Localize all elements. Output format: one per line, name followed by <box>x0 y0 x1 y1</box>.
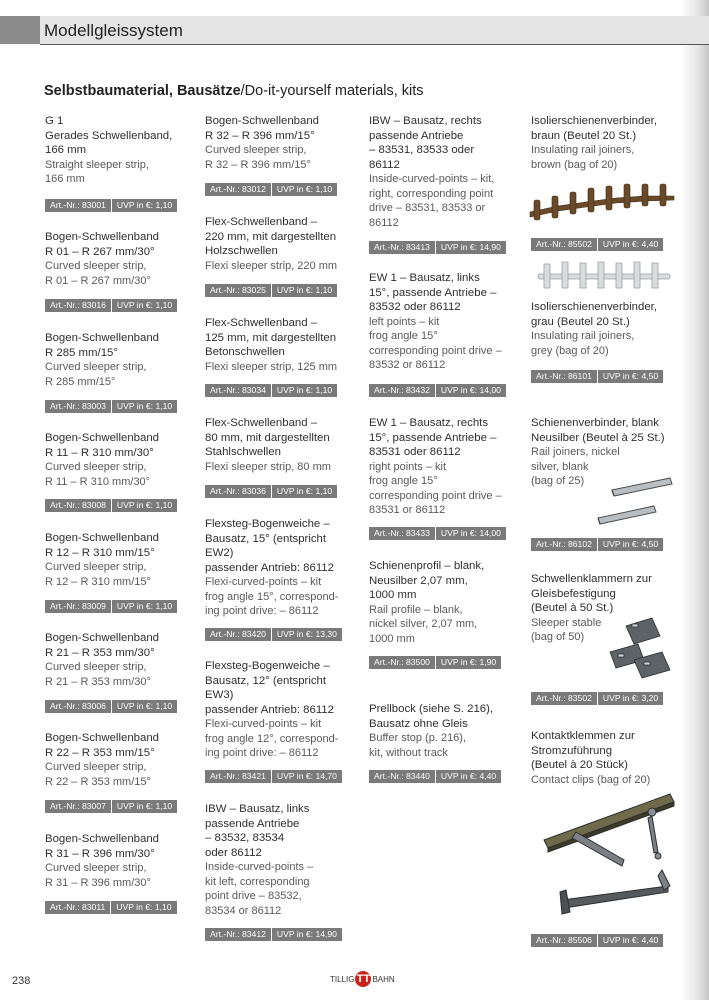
price-tag <box>205 628 343 641</box>
product-title-en: Inside-curved-points – kit, right, corresponding point drive – 83531, 83533 or 86112 <box>369 173 495 229</box>
price-value: 1,10 <box>155 300 173 310</box>
price-tag <box>205 485 338 498</box>
product-title-en: Curved sleeper strip, R 12 – R 310 mm/15° <box>45 561 151 588</box>
product-title-de: Bogen-Schwellenband R 01 – R 267 mm/30° <box>45 231 159 258</box>
article-value: 83012 <box>242 184 266 194</box>
price-value: 3,20 <box>641 693 659 703</box>
price <box>598 692 663 705</box>
price-value: 14,90 <box>315 929 337 939</box>
product-title-de: IBW – Bausatz, rechts passende Antriebe – 83531, 83533 oder 86112 <box>369 115 482 171</box>
price <box>272 485 337 498</box>
price-value: 4,50 <box>641 539 659 549</box>
price-prefix: UVP in €: <box>440 528 478 538</box>
article-prefix: Art.-Nr.: <box>50 801 80 811</box>
product-title-en: Contact clips (bag of 20) <box>531 773 651 786</box>
article-value: 83440 <box>406 771 430 781</box>
price-tag <box>45 199 178 212</box>
product-title-de: Bogen-Schwellenband R 31 – R 396 mm/30° <box>45 833 159 860</box>
article-prefix: Art.-Nr.: <box>50 500 80 510</box>
product-title-en: right points – kit frog angle 15° corresponding point drive – 83531 or 86112 <box>369 460 502 516</box>
product-title-en: Curved sleeper strip, R 285 mm/15° <box>45 361 147 388</box>
price-value: 14,00 <box>479 385 501 395</box>
product-title-en: Flexi-curved-points – kit frog angle 15°, correspond- ing point drive: – 86112 <box>205 576 339 617</box>
price-value: 14,00 <box>479 528 501 538</box>
page-edge-shadow <box>681 0 709 1000</box>
brown-rail-joiners-image <box>528 178 676 226</box>
product-title-de: Isolierschienenverbinder, braun (Beutel 20 St.) <box>531 115 658 142</box>
price-tag <box>531 238 664 251</box>
price-prefix: UVP in €: <box>116 801 154 811</box>
price-prefix: UVP in €: <box>116 902 153 912</box>
product-item <box>45 431 159 489</box>
product-item <box>531 729 650 787</box>
price-value: 1,10 <box>155 601 173 611</box>
article-number <box>205 928 271 941</box>
price-prefix: UVP in €: <box>276 385 314 395</box>
product-item <box>205 215 337 273</box>
grey-rail-joiners-image <box>536 260 672 290</box>
price-tag <box>205 284 338 297</box>
product-item <box>369 271 502 373</box>
product-title-en: Flexi sleeper strip, 125 mm <box>205 360 338 373</box>
product-item <box>369 416 502 518</box>
product-item <box>531 114 657 172</box>
article-prefix: Art.-Nr.: <box>210 385 240 395</box>
price-prefix: UVP in €: <box>440 657 478 667</box>
product-title-de: Bogen-Schwellenband R 22 – R 353 mm/15° <box>45 732 159 759</box>
article-value: 83011 <box>82 902 106 912</box>
product-title-en: Curved sleeper strip, R 31 – R 396 mm/30° <box>45 862 151 889</box>
article-number <box>45 600 111 613</box>
article-prefix: Art.-Nr.: <box>536 239 566 249</box>
product-item <box>45 731 159 789</box>
price-prefix: UVP in €: <box>276 929 314 939</box>
price-tag <box>45 700 178 713</box>
price-value: 1,10 <box>315 184 333 194</box>
product-title-en: Curved sleeper strip, R 22 – R 353 mm/15° <box>45 761 151 788</box>
article-number <box>205 284 271 297</box>
logo-right-text: BAHN <box>372 974 395 984</box>
product-item <box>205 802 313 918</box>
price-value: 1,10 <box>315 385 333 395</box>
price <box>112 299 177 312</box>
price <box>272 384 337 397</box>
product-title-de: Flexsteg-Bogenweiche – Bausatz, 12° (entspricht EW3) passender Antrieb: 86112 <box>205 660 334 716</box>
article-number <box>45 800 111 813</box>
price <box>272 928 342 941</box>
price-value: 4,50 <box>641 371 659 381</box>
article-value: 83006 <box>82 701 106 711</box>
price-value: 4,40 <box>479 771 497 781</box>
price-tag <box>369 527 507 540</box>
product-title-de: EW 1 – Bausatz, rechts 15°, passende Antriebe – 83531 oder 86112 <box>369 417 497 458</box>
nickel-rail-joiners-image <box>592 470 682 530</box>
article-prefix: Art.-Nr.: <box>210 184 240 194</box>
page-number: 238 <box>12 975 31 987</box>
product-title-de: Bogen-Schwellenband R 32 – R 396 mm/15° <box>205 115 319 142</box>
product-title-en: Inside-curved-points – kit left, corresponding point drive – 83532, 83534 or 86112 <box>205 861 314 917</box>
article-number <box>45 901 110 914</box>
product-title-de: Flex-Schwellenband – 80 mm, mit dargestellten Stahlschwellen <box>205 417 330 458</box>
price-prefix: UVP in €: <box>116 200 154 210</box>
article-value: 86101 <box>568 371 592 381</box>
article-prefix: Art.-Nr.: <box>50 200 80 210</box>
price-prefix: UVP in €: <box>602 693 640 703</box>
product-item <box>45 531 159 589</box>
article-value: 85506 <box>568 935 592 945</box>
article-value: 83034 <box>242 385 266 395</box>
article-prefix: Art.-Nr.: <box>50 701 80 711</box>
article-number <box>531 692 597 705</box>
price-prefix: UVP in €: <box>116 300 154 310</box>
logo-mark: TT <box>356 973 371 985</box>
price-prefix: UVP in €: <box>440 242 478 252</box>
article-prefix: Art.-Nr.: <box>210 486 240 496</box>
price <box>598 538 663 551</box>
price-prefix: UVP in €: <box>602 539 640 549</box>
product-title-de: Flexsteg-Bogenweiche – Bausatz, 15° (entspricht EW2) passender Antrieb: 86112 <box>205 518 334 574</box>
article-number <box>531 538 597 551</box>
article-prefix: Art.-Nr.: <box>50 601 80 611</box>
article-value: 83025 <box>242 285 266 295</box>
product-title-en: Insulating rail joiners, brown (bag of 20) <box>531 144 635 171</box>
product-title-de: Schienenverbinder, blank Neusilber (Beutel à 25 St.) <box>531 417 665 444</box>
article-prefix: Art.-Nr.: <box>536 935 566 945</box>
product-title-de: Bogen-Schwellenband R 285 mm/15° <box>45 332 159 359</box>
article-prefix: Art.-Nr.: <box>536 693 566 703</box>
price-prefix: UVP in €: <box>116 500 154 510</box>
price-tag <box>205 183 338 196</box>
article-prefix: Art.-Nr.: <box>210 771 240 781</box>
price-tag <box>369 770 502 783</box>
product-title-de: Prellbock (siehe S. 216), Bausatz ohne Gleis <box>369 703 494 730</box>
article-number <box>45 499 111 512</box>
article-value: 83016 <box>82 300 106 310</box>
product-title-de: G 1 Gerades Schwellenband, 166 mm <box>45 115 173 156</box>
price-tag <box>205 770 343 783</box>
product-title-en: Buffer stop (p. 216), kit, without track <box>369 732 467 759</box>
article-prefix: Art.-Nr.: <box>210 285 240 295</box>
price-value: 1,10 <box>155 801 173 811</box>
article-prefix: Art.-Nr.: <box>50 401 80 411</box>
price <box>112 199 177 212</box>
article-number <box>45 400 111 413</box>
article-value: 83007 <box>82 801 106 811</box>
price-prefix: UVP in €: <box>276 629 314 639</box>
product-item <box>205 659 338 761</box>
product-item <box>205 316 337 374</box>
price-prefix: UVP in €: <box>440 385 478 395</box>
brand-logo <box>330 971 395 987</box>
product-item <box>45 230 159 288</box>
product-title-en: Curved sleeper strip, R 01 – R 267 mm/30° <box>45 260 151 287</box>
price-prefix: UVP in €: <box>276 771 314 781</box>
article-number <box>369 770 435 783</box>
price <box>598 934 663 947</box>
price-tag <box>45 800 178 813</box>
article-value: 83003 <box>82 401 106 411</box>
price-tag <box>531 692 664 705</box>
article-number <box>45 299 111 312</box>
price-value: 1,10 <box>155 401 173 411</box>
header-tab <box>0 16 40 44</box>
price-value: 1,10 <box>154 902 172 912</box>
price-prefix: UVP in €: <box>116 401 154 411</box>
article-number <box>531 934 597 947</box>
article-value: 83502 <box>568 693 592 703</box>
section-title-en: /Do-it-yourself materials, kits <box>240 83 424 99</box>
price <box>111 901 176 914</box>
article-prefix: Art.-Nr.: <box>374 657 404 667</box>
price <box>436 527 506 540</box>
price-tag <box>531 370 664 383</box>
price-tag <box>531 934 664 947</box>
header-divider <box>40 44 709 45</box>
product-title-de: IBW – Bausatz, links passende Antriebe – 83532, 83534 oder 86112 <box>205 803 310 859</box>
product-title-en: Flexi sleeper strip, 220 mm <box>205 259 338 272</box>
price-tag <box>205 928 343 941</box>
price-value: 1,10 <box>315 486 333 496</box>
price-value: 4,40 <box>641 935 659 945</box>
product-item <box>205 517 338 619</box>
article-prefix: Art.-Nr.: <box>210 629 240 639</box>
article-number <box>369 656 435 669</box>
article-value: 83413 <box>406 242 430 252</box>
price-tag <box>45 400 178 413</box>
product-title-en: Rail profile – blank, nickel silver, 2,07 mm, 1000 mm <box>369 603 478 645</box>
article-number <box>531 370 597 383</box>
article-number <box>205 628 271 641</box>
price <box>112 800 177 813</box>
price <box>436 384 506 397</box>
price <box>598 370 663 383</box>
price-tag <box>369 241 507 254</box>
price-prefix: UVP in €: <box>276 486 314 496</box>
price <box>272 284 337 297</box>
article-value: 83008 <box>82 500 106 510</box>
article-number <box>205 770 271 783</box>
price-value: 1,10 <box>315 285 333 295</box>
price <box>436 241 506 254</box>
contact-clips-image <box>540 790 676 930</box>
article-prefix: Art.-Nr.: <box>374 771 404 781</box>
product-item <box>45 631 159 689</box>
article-prefix: Art.-Nr.: <box>210 929 240 939</box>
price-value: 14,70 <box>315 771 337 781</box>
product-item <box>45 114 172 187</box>
product-title-en: Insulating rail joiners, grey (bag of 20) <box>531 330 635 357</box>
product-title-de: Flex-Schwellenband – 220 mm, mit dargestellten Holzschwellen <box>205 216 337 257</box>
price-tag <box>45 299 178 312</box>
price-prefix: UVP in €: <box>602 371 640 381</box>
product-item <box>531 300 657 358</box>
article-number <box>369 527 435 540</box>
price <box>112 700 177 713</box>
product-title-en: Sleeper stable (bag of 50) <box>531 616 602 643</box>
article-value: 83412 <box>242 929 266 939</box>
price-value: 1,10 <box>155 500 173 510</box>
product-title-en: Rail joiners, nickel silver, blank (bag of 25) <box>531 446 620 487</box>
article-number <box>205 384 271 397</box>
article-value: 83036 <box>242 486 266 496</box>
article-value: 83009 <box>82 601 106 611</box>
product-title-de: Flex-Schwellenband – 125 mm, mit dargestellten Betonschwellen <box>205 317 337 358</box>
price-value: 14,90 <box>479 242 501 252</box>
product-title-de: Bogen-Schwellenband R 11 – R 310 mm/30° <box>45 432 159 459</box>
article-prefix: Art.-Nr.: <box>374 242 404 252</box>
price-value: 1,90 <box>479 657 497 667</box>
article-prefix: Art.-Nr.: <box>536 371 566 381</box>
price-value: 13,30 <box>315 629 337 639</box>
article-value: 83421 <box>242 771 266 781</box>
product-item <box>45 331 159 389</box>
product-title-en: Straight sleeper strip, 166 mm <box>45 158 149 185</box>
article-value: 83420 <box>242 629 266 639</box>
price <box>272 183 337 196</box>
product-title-en: Flexi sleeper strip, 80 mm <box>205 460 331 473</box>
price-tag <box>369 384 507 397</box>
price <box>436 770 501 783</box>
price <box>112 600 177 613</box>
product-title-en: Curved sleeper strip, R 11 – R 310 mm/30° <box>45 461 151 488</box>
price <box>112 400 177 413</box>
article-value: 83001 <box>82 200 106 210</box>
article-number <box>45 700 111 713</box>
product-item <box>369 559 484 646</box>
section-title-de: Selbstbaumaterial, Bausätze <box>44 83 241 99</box>
product-title-de: Bogen-Schwellenband R 21 – R 353 mm/30° <box>45 632 159 659</box>
article-number <box>369 241 435 254</box>
price-value: 4,40 <box>641 239 659 249</box>
sleeper-stable-image <box>604 614 674 680</box>
article-number <box>205 485 271 498</box>
article-value: 83500 <box>406 657 430 667</box>
price-tag <box>45 600 178 613</box>
price-prefix: UVP in €: <box>116 601 154 611</box>
price-prefix: UVP in €: <box>116 701 154 711</box>
product-title-de: Schwellenklammern zur Gleisbefestigung (Beutel à 50 St.) <box>531 573 652 614</box>
product-title-de: EW 1 – Bausatz, links 15°, passende Antriebe – 83532 oder 86112 <box>369 272 497 313</box>
price-value: 1,10 <box>155 200 173 210</box>
price <box>272 770 342 783</box>
article-number <box>205 183 271 196</box>
product-item <box>45 832 159 890</box>
price-tag <box>531 538 664 551</box>
product-title-de: Isolierschienenverbinder, grau (Beutel 20 St.) <box>531 301 658 328</box>
article-prefix: Art.-Nr.: <box>50 300 80 310</box>
article-value: 83432 <box>406 385 430 395</box>
product-title-en: Curved sleeper strip, R 32 – R 396 mm/15° <box>205 144 311 171</box>
product-title-en: Flexi-curved-points – kit frog angle 12°, correspond- ing point drive: – 86112 <box>205 718 339 759</box>
price <box>112 499 177 512</box>
price-tag <box>45 901 178 914</box>
article-number <box>45 199 111 212</box>
product-title-en: left points – kit frog angle 15° corresponding point drive – 83532 or 86112 <box>369 315 502 371</box>
article-prefix: Art.-Nr.: <box>374 385 404 395</box>
price-prefix: UVP in €: <box>440 771 478 781</box>
article-prefix: Art.-Nr.: <box>374 528 404 538</box>
page-title: Modellgleissystem <box>44 21 183 40</box>
product-title-de: Schienenprofil – blank, Neusilber 2,07 mm, 1000 mm <box>369 560 485 601</box>
article-number <box>369 384 435 397</box>
price <box>598 238 663 251</box>
product-title-de: Kontaktklemmen zur Stromzuführung (Beutel à 20 Stück) <box>531 730 635 771</box>
price <box>272 628 342 641</box>
price-prefix: UVP in €: <box>276 184 314 194</box>
price-prefix: UVP in €: <box>602 935 640 945</box>
product-item <box>369 114 494 230</box>
article-value: 85502 <box>568 239 592 249</box>
product-title-en: Curved sleeper strip, R 21 – R 353 mm/30° <box>45 661 151 688</box>
article-value: 86102 <box>568 539 592 549</box>
logo-left-text: TILLIG <box>330 974 355 984</box>
section-title <box>44 83 424 99</box>
product-item <box>369 702 493 760</box>
price-tag <box>205 384 338 397</box>
price-value: 1,10 <box>155 701 173 711</box>
product-title-de: Bogen-Schwellenband R 12 – R 310 mm/15° <box>45 532 159 559</box>
article-number <box>531 238 597 251</box>
price-prefix: UVP in €: <box>276 285 314 295</box>
article-prefix: Art.-Nr.: <box>50 902 80 912</box>
product-item <box>205 416 331 474</box>
price <box>436 656 501 669</box>
article-value: 83433 <box>406 528 430 538</box>
article-prefix: Art.-Nr.: <box>536 539 566 549</box>
price-tag <box>369 656 502 669</box>
price-tag <box>45 499 178 512</box>
price-prefix: UVP in €: <box>602 239 640 249</box>
product-item <box>205 114 319 172</box>
